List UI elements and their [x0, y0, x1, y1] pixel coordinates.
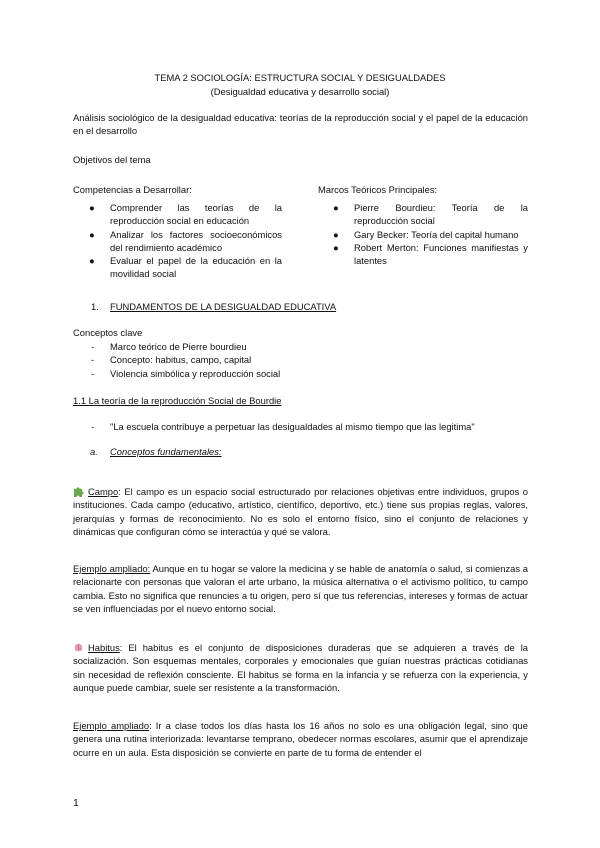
competencias-list — [89, 201, 282, 281]
list-item: ● Comprender las teorías de la reproducción social en educación — [89, 202, 282, 227]
list-item: ● Pierre Bourdieu: Teoría de la reproducción social — [333, 202, 528, 227]
section-number: 1. — [91, 301, 99, 312]
list-item: ● Gary Becker: Teoría del capital humano — [333, 228, 519, 240]
ejemplo2-paragraph — [73, 719, 528, 759]
campo-paragraph — [73, 485, 528, 538]
ejemplo2-text: : Ir a clase todos los días hasta los 16 años no solo es una obligación legal, sino que genera una rutina interiorizada: levantarse temprano, obedecer normas escolares, asumir que el aprendizaje ocurre en un aula. Esta disposición se convierte en parte de tu forma de entender el — [73, 720, 528, 758]
habitus-text: : El habitus es el conjunto de disposiciones duraderas que se adquieren a través de la socialización. Son esquemas mentales, corporales y emocionales que guían nuestras prácticas cotidianas sin necesidad de reflexión consciente. El habitus se forma en la infancia y se refuerza con la experiencia, y aunque puede cambiar, suele ser resistente a la transformación. — [73, 642, 528, 693]
list-item: - Concepto: habitus, campo, capital — [91, 354, 252, 366]
section-title: FUNDAMENTOS DE LA DESIGUALDAD EDUCATIVA — [110, 301, 337, 312]
marcos-heading: Marcos Teóricos Principales: — [318, 184, 438, 195]
competencias-heading: Competencias a Desarrollar: — [73, 184, 192, 195]
quote-dash: - — [91, 421, 95, 432]
conceptos-heading: Conceptos clave — [73, 327, 143, 338]
list-item: ● Robert Merton: Funciones manifiestas y latentes — [333, 241, 528, 267]
list-item: - Violencia simbólica y reproducción social — [91, 367, 281, 379]
habitus-term: Habitus — [88, 642, 120, 653]
puzzle-icon — [73, 486, 84, 497]
sub-a-letter: a. — [90, 446, 98, 457]
sub-a-title: Conceptos fundamentales: — [110, 446, 222, 457]
list-item: ● Analizar los factores socioeconómicos del rendimiento académico — [89, 228, 282, 253]
ejemplo2-label: Ejemplo ampliado — [73, 720, 150, 731]
ejemplo1-paragraph — [73, 562, 528, 615]
objectives-heading: Objetivos del tema — [73, 154, 151, 165]
quote-text: "La escuela contribuye a perpetuar las desigualdades al mismo tiempo que las legitima" — [110, 421, 475, 432]
habitus-paragraph — [73, 641, 528, 694]
campo-term: Campo — [88, 486, 119, 497]
title-line-2: (Desigualdad educativa y desarrollo social) — [210, 86, 390, 97]
campo-text: : El campo es un espacio social estructurado por relaciones objetivas entre individuos, grupos o instituciones. Cada campo (educativo, artístico, científico, deportivo, etc.) tiene sus propias reglas, valores, jerarquías y formas de reconocimiento. No es solo el entorno físico, sino el conjunto de relaciones y dinámicas que configuran cómo se interactúa y qué se valora. — [73, 486, 528, 537]
intro-paragraph: Análisis sociológico de la desigualdad educativa: teorías de la reproducción social y el papel de la educación en el desarrollo — [73, 112, 528, 137]
ejemplo1-text: Aunque en tu hogar se valore la medicina y se hable de anatomía o salud, si comienzas a relacionarte con personas que valoran el arte urbano, la música alternativa o el activismo político, tu campo cambia. Esto no significa que renuncies a tu origen, pero sí que tus referencias, intereses y formas de actuar se ven influenciadas por el nuevo entorno social. — [73, 563, 528, 614]
page-number: 1 — [73, 797, 79, 809]
subsection-title: 1.1 La teoría de la reproducción Social de Bourdie — [73, 395, 282, 406]
brain-icon — [73, 642, 84, 653]
marcos-list — [333, 201, 528, 267]
list-item: - Marco teórico de Pierre bourdieu — [91, 341, 247, 352]
ejemplo1-label: Ejemplo ampliado: — [73, 563, 151, 574]
conceptos-list — [91, 340, 510, 380]
title-line-1: TEMA 2 SOCIOLOGÍA: ESTRUCTURA SOCIAL Y DESIGUALDADES — [154, 72, 446, 83]
list-item: ● Evaluar el papel de la educación en la movilidad social — [89, 255, 282, 280]
